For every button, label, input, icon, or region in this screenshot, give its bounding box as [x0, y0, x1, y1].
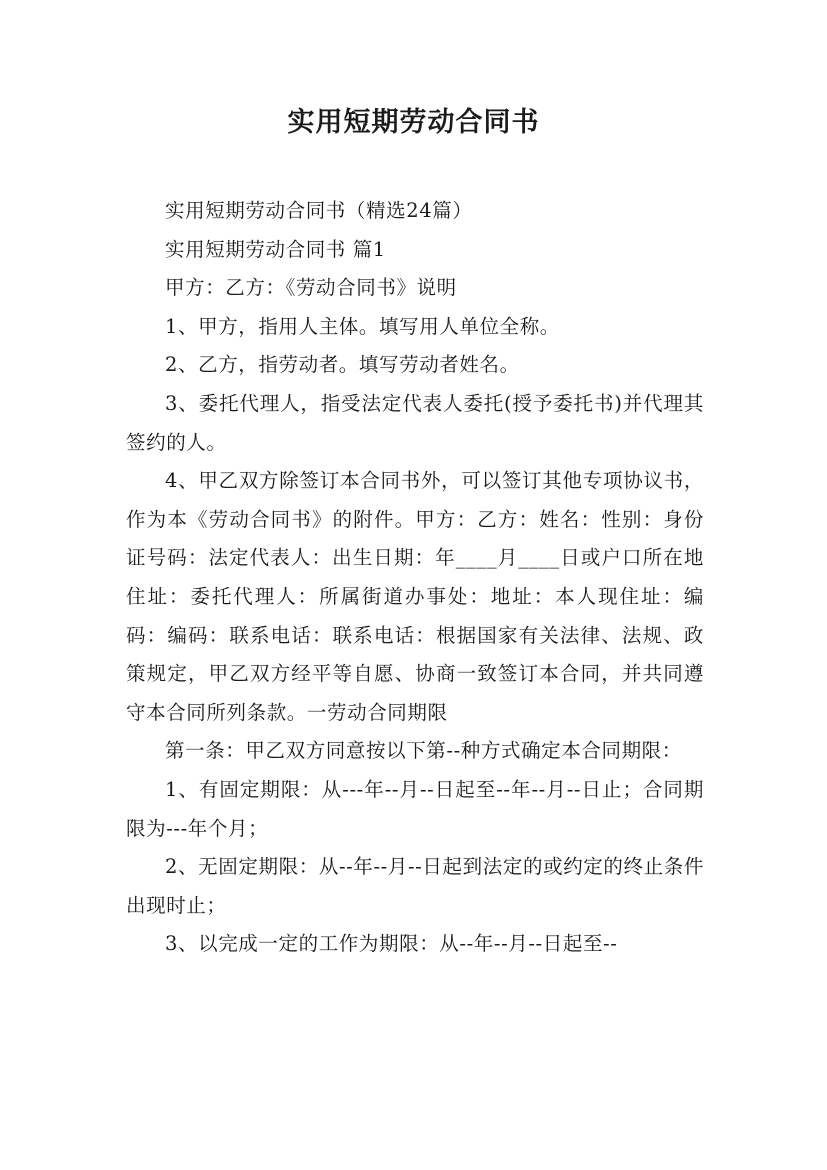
document-body [126, 192, 704, 964]
paragraph-item-1: 1、甲方，指用人主体。填写用人单位全称。 [165, 314, 560, 338]
paragraph-item-2: 2、乙方，指劳动者。填写劳动者姓名。 [165, 353, 520, 377]
paragraph-article-1: 第一条：甲乙双方同意按以下第--种方式确定本合同期限： [165, 739, 682, 763]
paragraph-term-open: 2、无固定期限：从--年--月--日起到法定的或约定的终止条件出现时止； [126, 855, 704, 917]
paragraph-item-4: 4、甲乙双方除签订本合同书外，可以签订其他专项协议书，作为本《劳动合同书》的附件。甲方：乙方：姓名：性别：身份证号码：法定代表人：出生日期：年____月____日或户口所在地住址：委托代理人：所属街道办事处：地址：本人现住址：编码：编码：联系电话：联系电话：根据国家有关法律、法规、政策规定，甲乙双方经平等自愿、协商一致签订本合同，并共同遵守本合同所列条款。一劳动合同期限 [126, 469, 704, 724]
document-title: 实用短期劳动合同书 [287, 107, 540, 138]
paragraph-item-3: 3、委托代理人，指受法定代表人委托(授予委托书)并代理其签约的人。 [126, 391, 704, 454]
paragraph-subtitle: 实用短期劳动合同书（精选24篇） [165, 199, 473, 222]
paragraph-parties: 甲方：乙方：《劳动合同书》说明 [165, 276, 457, 300]
paragraph-section-heading: 实用短期劳动合同书 篇1 [165, 237, 386, 261]
paragraph-term-task: 3、以完成一定的工作为期限：从--年--月--日起至-- [165, 932, 618, 956]
paragraph-term-fixed: 1、有固定期限：从---年--月--日起至--年--月--日止；合同期限为---年个月； [126, 777, 704, 840]
